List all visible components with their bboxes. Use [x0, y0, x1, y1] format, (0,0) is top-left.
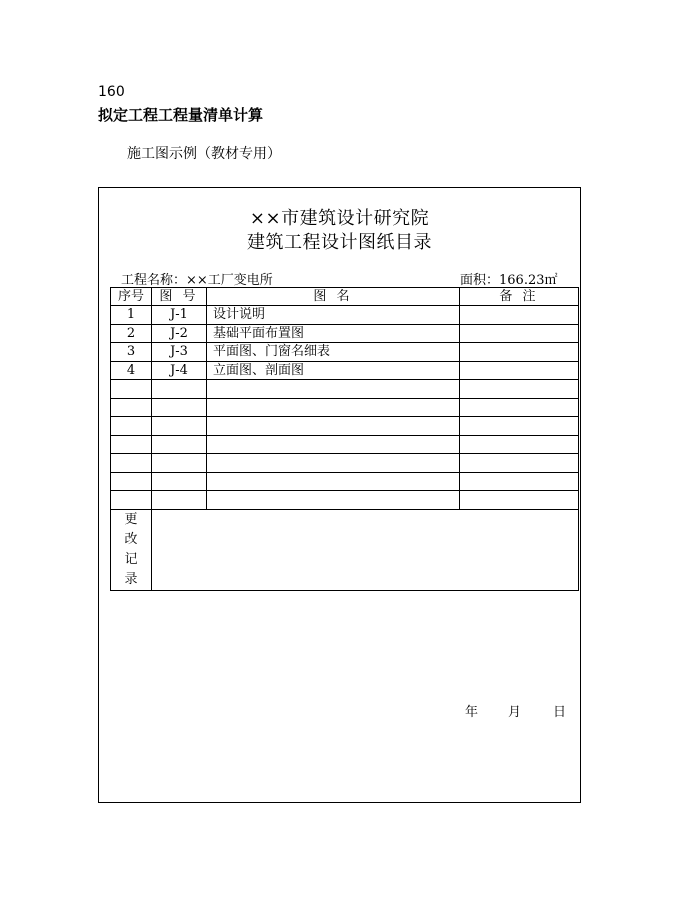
drawing-name-cell	[207, 417, 460, 436]
remarks-cell	[460, 361, 579, 380]
change-record-char: 更	[124, 511, 138, 527]
change-record-label	[111, 509, 152, 590]
drawing-name-cell: 基础平面布置图	[207, 324, 460, 343]
drawing-code-cell	[152, 398, 207, 417]
column-header-drawing-name: 图 名	[207, 288, 460, 306]
remarks-cell	[460, 417, 579, 436]
page-number: 160	[98, 84, 125, 100]
drawing-code-cell	[152, 435, 207, 454]
table-row	[111, 343, 579, 362]
row-number-cell	[111, 472, 152, 491]
drawing-catalog-sheet	[98, 187, 581, 803]
table-row	[111, 380, 579, 399]
date-month: 月	[508, 705, 522, 720]
drawing-code-cell: J-1	[152, 306, 207, 325]
change-record-char: 记	[124, 551, 138, 567]
remarks-cell	[460, 491, 579, 510]
remarks-cell	[460, 380, 579, 399]
area-value: 面积：166.23㎡	[460, 273, 558, 288]
page-heading: 拟定工程工程量清单计算	[98, 106, 264, 124]
row-number-cell: 1	[111, 306, 152, 325]
table-row	[111, 324, 579, 343]
drawing-name-cell	[207, 491, 460, 510]
remarks-cell	[460, 324, 579, 343]
row-number-cell: 4	[111, 361, 152, 380]
drawing-code-cell	[152, 380, 207, 399]
drawing-name-cell	[207, 398, 460, 417]
drawing-name-cell: 平面图、门窗名细表	[207, 343, 460, 362]
remarks-cell	[460, 306, 579, 325]
row-number-cell	[111, 417, 152, 436]
drawing-code-cell	[152, 472, 207, 491]
catalog-table	[110, 287, 579, 591]
table-header-row	[111, 288, 579, 306]
row-number-cell	[111, 491, 152, 510]
drawing-code-cell: J-2	[152, 324, 207, 343]
drawing-name-cell: 立面图、剖面图	[207, 361, 460, 380]
table-row	[111, 361, 579, 380]
table-row	[111, 472, 579, 491]
remarks-cell	[460, 435, 579, 454]
table-row	[111, 306, 579, 325]
drawing-code-cell: J-4	[152, 361, 207, 380]
table-row	[111, 435, 579, 454]
remarks-cell	[460, 398, 579, 417]
drawing-name-cell	[207, 454, 460, 473]
row-number-cell	[111, 380, 152, 399]
change-record-char: 改	[124, 531, 138, 547]
row-number-cell: 3	[111, 343, 152, 362]
table-row	[111, 491, 579, 510]
column-header-number: 序号	[111, 288, 152, 306]
drawing-name-cell	[207, 380, 460, 399]
drawing-code-cell	[152, 454, 207, 473]
column-header-drawing-code: 图 号	[152, 288, 207, 306]
date-year: 年	[465, 705, 479, 720]
drawing-name-cell	[207, 435, 460, 454]
institute-title: ××市建筑设计研究院	[249, 208, 430, 229]
change-record-row	[111, 509, 579, 590]
drawing-code-cell	[152, 417, 207, 436]
row-number-cell	[111, 435, 152, 454]
remarks-cell	[460, 454, 579, 473]
remarks-cell	[460, 472, 579, 491]
drawing-code-cell: J-3	[152, 343, 207, 362]
subheading: 施工图示例（教材专用）	[127, 146, 281, 162]
project-name: 工程名称：××工厂变电所	[121, 273, 273, 288]
row-number-cell	[111, 398, 152, 417]
table-row	[111, 398, 579, 417]
date-day: 日	[553, 705, 567, 720]
row-number-cell	[111, 454, 152, 473]
change-record-char: 录	[124, 571, 138, 587]
column-header-remarks: 备 注	[460, 288, 579, 306]
date-line	[465, 701, 566, 720]
change-record-area	[152, 509, 579, 590]
remarks-cell	[460, 343, 579, 362]
drawing-name-cell: 设计说明	[207, 306, 460, 325]
row-number-cell: 2	[111, 324, 152, 343]
table-row	[111, 454, 579, 473]
drawing-name-cell	[207, 472, 460, 491]
table-row	[111, 417, 579, 436]
catalog-title: 建筑工程设计图纸目录	[247, 232, 432, 253]
drawing-code-cell	[152, 491, 207, 510]
